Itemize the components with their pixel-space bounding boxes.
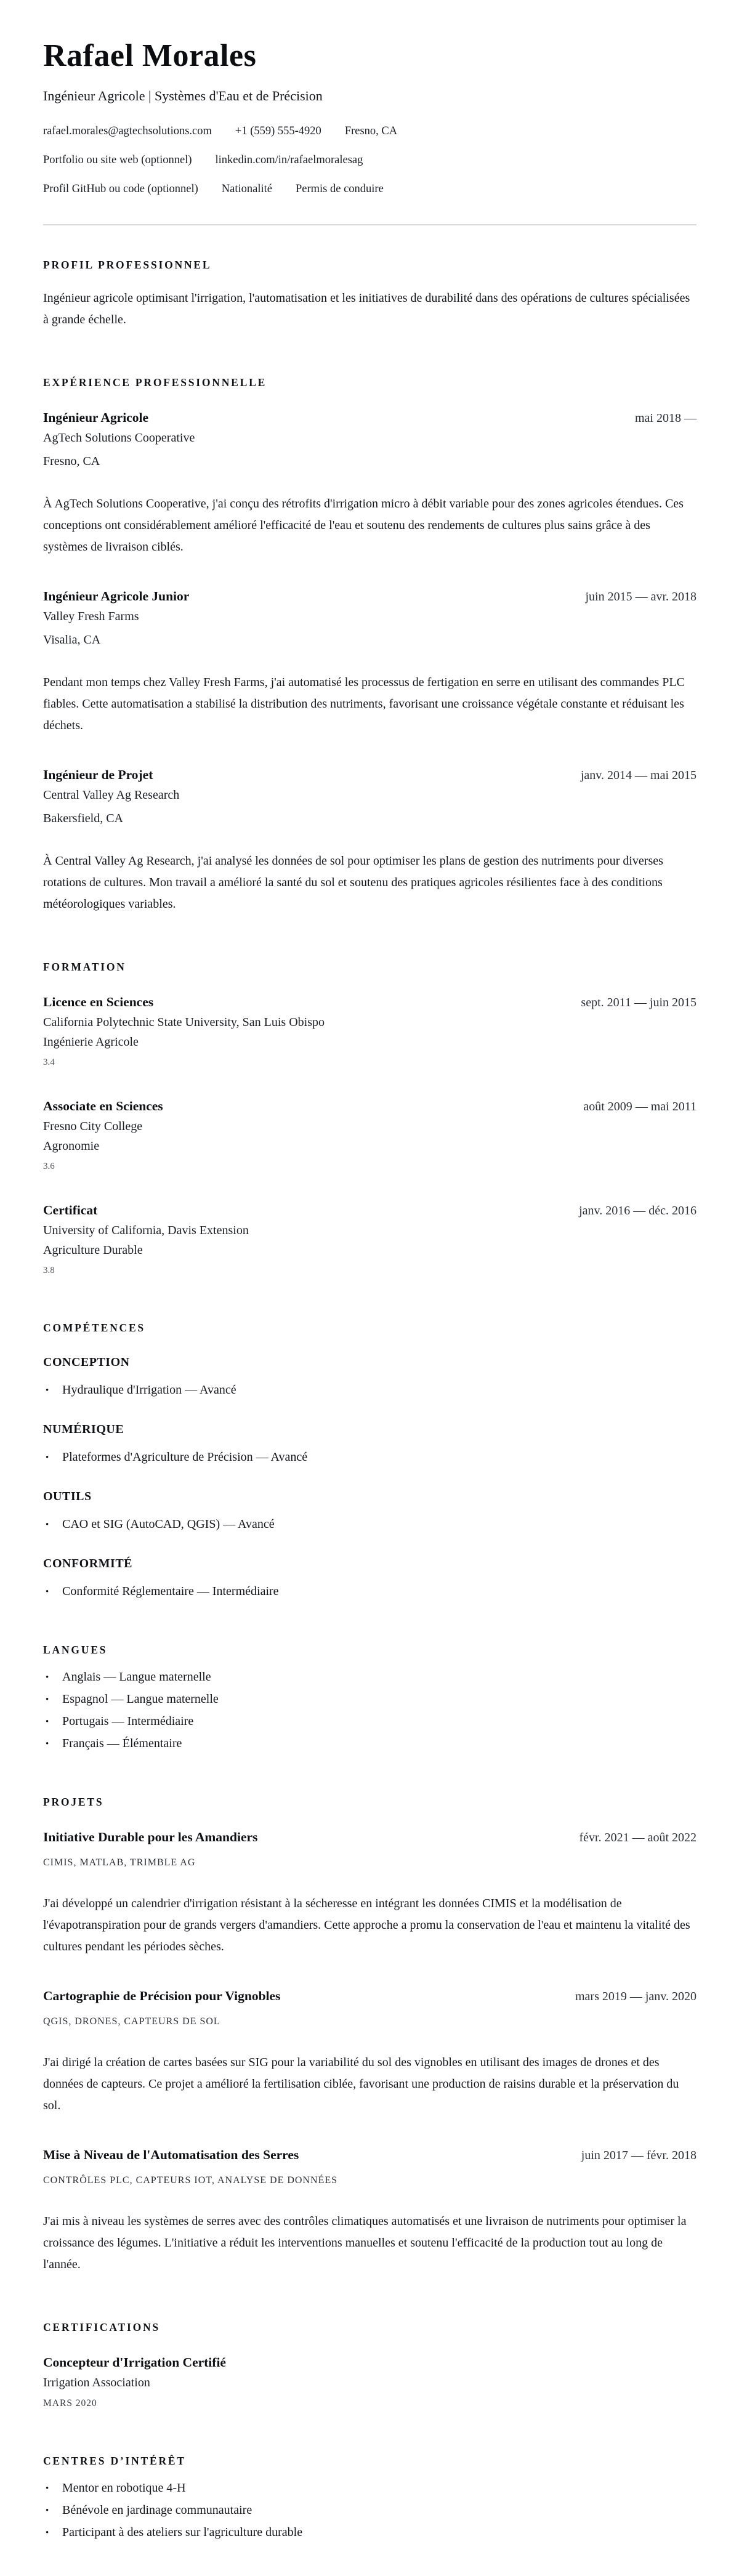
education-gpa: 3.4	[43, 1057, 55, 1067]
contact-driving-license: Permis de conduire	[295, 182, 384, 195]
project-description: J'ai dirigé la création de cartes basées sur SIG pour la variabilité du sol des vignobles en utilisant des images de drones et des données de capteurs. Ce projet a amélioré la fertilisation ciblée, favorisant une production de raisins durable et la préservation du sol.	[43, 2055, 679, 2112]
section-profile	[43, 259, 697, 331]
job-dates: janv. 2014 — mai 2015	[580, 768, 697, 782]
skill-item: • CAO et SIG (AutoCAD, QGIS) — Avancé	[43, 1517, 697, 1531]
interest-list	[43, 2481, 697, 2539]
job-company: Valley Fresh Farms	[43, 609, 139, 623]
interest-item: • Bénévole en jardinage communautaire	[43, 2503, 697, 2517]
certification-entry	[43, 2355, 697, 2409]
education-field: Agronomie	[43, 1139, 100, 1153]
project-entry	[43, 1830, 697, 1958]
experience-heading: EXPÉRIENCE PROFESSIONNELLE	[43, 376, 267, 389]
section-projects	[43, 1796, 697, 2275]
job-dates: juin 2015 — avr. 2018	[585, 589, 697, 604]
education-entry-head	[43, 1203, 697, 1218]
job-location: Visalia, CA	[43, 632, 101, 647]
job-description: À Central Valley Ag Research, j'ai analysé les données de sol pour optimiser les plans de gestion des nutriments pour diverses rotations de cultures. Mon travail a amélioré la santé du sol et soutenu des pratiques agricoles résilientes face à des conditions météorologiques variables.	[43, 854, 663, 911]
skill-category: CONFORMITÉ	[43, 1556, 132, 1570]
job-entry-head	[43, 767, 697, 783]
contact-phone: +1 (559) 555-4920	[235, 124, 321, 137]
job-description: Pendant mon temps chez Valley Fresh Farms, j'ai automatisé les processus de fertigation en serre en utilisant des commandes PLC fiables. Cette automatisation a stabilisé la distribution des nutriments, favorisant une croissance végétale constante et réduisant les déchets.	[43, 675, 685, 732]
language-item: • Portugais — Intermédiaire	[43, 1714, 697, 1728]
job-location: Fresno, CA	[43, 454, 100, 468]
job-title: Ingénieur Agricole Junior	[43, 588, 190, 604]
contact-github: Profil GitHub ou code (optionnel)	[43, 182, 198, 195]
project-technologies: QGIS, DRONES, CAPTEURS DE SOL	[43, 2016, 220, 2027]
skill-list	[43, 1585, 697, 1598]
education-school: University of California, Davis Extension	[43, 1223, 249, 1237]
education-gpa: 3.8	[43, 1265, 55, 1275]
project-entry	[43, 1989, 697, 2117]
education-entry-head	[43, 995, 697, 1010]
project-entry-head	[43, 1830, 697, 1845]
project-entry-head	[43, 2147, 697, 2163]
education-entry	[43, 995, 697, 1068]
project-technologies: CONTRÔLES PLC, CAPTEURS IOT, ANALYSE DE DONNÉES	[43, 2174, 338, 2186]
project-entry	[43, 2147, 697, 2275]
job-title: Ingénieur de Projet	[43, 767, 153, 782]
education-entry-head	[43, 1099, 697, 1114]
section-skills	[43, 1322, 697, 1598]
skills-heading: COMPÉTENCES	[43, 1321, 145, 1334]
education-degree: Certificat	[43, 1202, 98, 1217]
skill-item: • Hydraulique d'Irrigation — Avancé	[43, 1383, 697, 1397]
project-name: Cartographie de Précision pour Vignobles	[43, 1988, 281, 2003]
education-dates: janv. 2016 — déc. 2016	[579, 1203, 697, 1217]
skill-list	[43, 1450, 697, 1464]
skill-category: NUMÉRIQUE	[43, 1422, 124, 1436]
interest-item: • Mentor en robotique 4-H	[43, 2481, 697, 2495]
certification-entry-head	[43, 2355, 697, 2370]
job-description: À AgTech Solutions Cooperative, j'ai conçu des rétrofits d'irrigation micro à débit variable pour des zones agricoles étendues. Ces conceptions ont considérablement amélioré l'efficacité de l'eau et soutenu des rendements de cultures plus sains grâce à des systèmes de livraison ciblés.	[43, 496, 684, 554]
education-entry	[43, 1203, 697, 1276]
contact-row-2	[43, 154, 697, 167]
interests-heading: CENTRES D’INTÉRÊT	[43, 2454, 186, 2467]
job-title: Ingénieur Agricole	[43, 410, 148, 425]
job-company: Central Valley Ag Research	[43, 788, 180, 802]
education-dates: août 2009 — mai 2011	[583, 1099, 697, 1113]
language-item: • Espagnol — Langue maternelle	[43, 1692, 697, 1706]
candidate-headline: Ingénieur Agricole | Systèmes d'Eau et de Précision	[43, 87, 323, 103]
education-dates: sept. 2011 — juin 2015	[581, 995, 697, 1009]
certifications-heading: CERTIFICATIONS	[43, 2320, 160, 2333]
education-degree: Licence en Sciences	[43, 994, 154, 1009]
certification-name: Concepteur d'Irrigation Certifié	[43, 2354, 226, 2370]
section-languages	[43, 1644, 697, 1750]
job-entry	[43, 410, 697, 558]
contact-portfolio: Portfolio ou site web (optionnel)	[43, 153, 192, 166]
profile-text: Ingénieur agricole optimisant l'irrigation, l'automatisation et les initiatives de durabilité dans des opérations de cultures spécialisées à grande échelle.	[43, 291, 690, 326]
education-field: Ingénierie Agricole	[43, 1035, 139, 1049]
interest-item: • Participant à des ateliers sur l'agriculture durable	[43, 2526, 697, 2539]
language-item: • Français — Élémentaire	[43, 1737, 697, 1750]
project-technologies: CIMIS, MATLAB, TRIMBLE AG	[43, 1857, 196, 1868]
education-school: California Polytechnic State University, San Luis Obispo	[43, 1015, 325, 1029]
education-heading: FORMATION	[43, 960, 126, 973]
skill-item: • Conformité Réglementaire — Intermédiaire	[43, 1585, 697, 1598]
project-name: Initiative Durable pour les Amandiers	[43, 1829, 258, 1844]
skill-list	[43, 1517, 697, 1531]
education-entry	[43, 1099, 697, 1172]
contact-location: Fresno, CA	[344, 124, 398, 137]
job-location: Bakersfield, CA	[43, 811, 123, 825]
resume-header	[43, 39, 697, 196]
contact-email: rafael.morales@agtechsolutions.com	[43, 124, 212, 137]
skill-category: OUTILS	[43, 1489, 92, 1503]
languages-heading: LANGUES	[43, 1643, 108, 1656]
job-entry-head	[43, 410, 697, 426]
contact-row-3	[43, 183, 697, 196]
contact-linkedin: linkedin.com/in/rafaelmoralesag	[215, 153, 363, 166]
skill-item: • Plateformes d'Agriculture de Précision — Avancé	[43, 1450, 697, 1464]
project-name: Mise à Niveau de l'Automatisation des Serres	[43, 2147, 299, 2162]
section-education	[43, 961, 697, 1276]
project-dates: juin 2017 — févr. 2018	[581, 2148, 697, 2162]
language-item: • Anglais — Langue maternelle	[43, 1670, 697, 1684]
contact-block	[43, 125, 697, 196]
section-certifications	[43, 2321, 697, 2409]
certification-date: MARS 2020	[43, 2397, 97, 2408]
section-interests	[43, 2455, 697, 2539]
job-entry	[43, 767, 697, 915]
candidate-name: Rafael Morales	[43, 38, 257, 73]
skill-list	[43, 1383, 697, 1397]
education-field: Agriculture Durable	[43, 1243, 143, 1257]
project-description: J'ai développé un calendrier d'irrigation résistant à la sécheresse en intégrant les données CIMIS et la modélisation de l'évapotranspiration pour de grands vergers d'amandiers. Cette approche a promu la conservation de l'eau et maintenu la vitalité des cultures pendant les périodes sèches.	[43, 1896, 690, 1953]
job-entry	[43, 589, 697, 737]
project-dates: mars 2019 — janv. 2020	[575, 1989, 697, 2003]
project-dates: févr. 2021 — août 2022	[579, 1830, 697, 1844]
project-description: J'ai mis à niveau les systèmes de serres avec des contrôles climatiques automatisés et une livraison de nutriments pour optimiser la croissance des légumes. L'initiative a réduit les interventions manuelles et soutenu l'efficacité de la production tout au long de l'année.	[43, 2214, 687, 2271]
skill-category: CONCEPTION	[43, 1355, 130, 1369]
education-school: Fresno City College	[43, 1119, 143, 1133]
language-list	[43, 1670, 697, 1750]
projects-heading: PROJETS	[43, 1795, 104, 1808]
contact-row-1	[43, 125, 697, 138]
education-gpa: 3.6	[43, 1161, 55, 1171]
job-dates: mai 2018 —	[635, 411, 697, 425]
section-experience	[43, 376, 697, 915]
profile-heading: PROFIL PROFESSIONNEL	[43, 258, 212, 271]
job-entry-head	[43, 589, 697, 604]
project-entry-head	[43, 1989, 697, 2004]
certification-issuer: Irrigation Association	[43, 2375, 150, 2389]
header-divider	[43, 224, 697, 225]
education-degree: Associate en Sciences	[43, 1098, 163, 1113]
job-company: AgTech Solutions Cooperative	[43, 430, 195, 445]
contact-nationality: Nationalité	[221, 182, 272, 195]
